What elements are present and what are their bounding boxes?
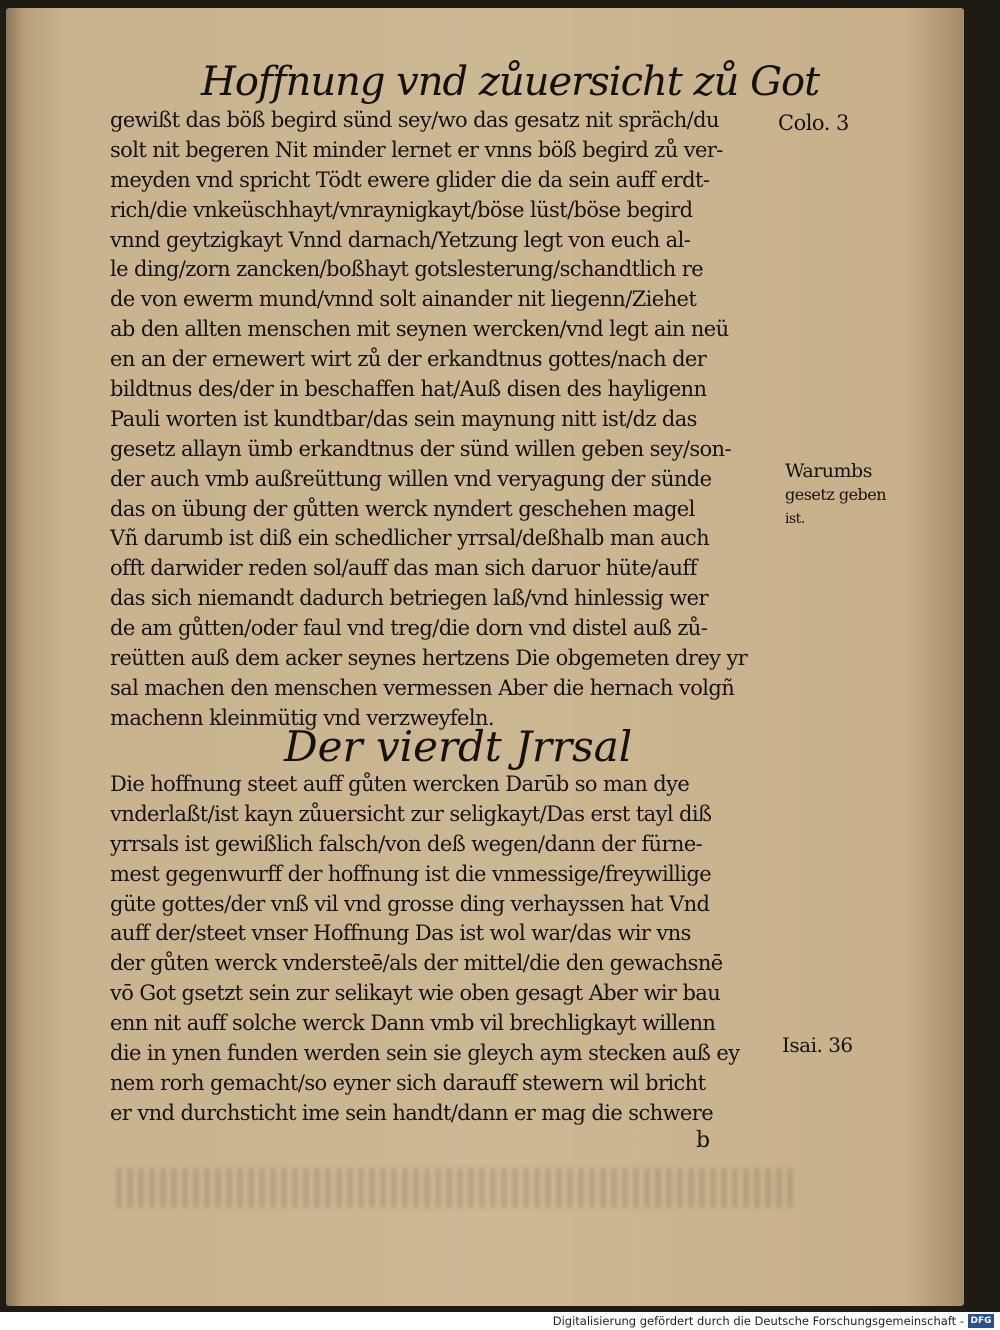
text-line: ab den allten menschen mit seynen wercken/vnd legt ain neü [110, 317, 729, 342]
text-line: gewißt das böß begird sünd sey/wo das gesatz nit spräch/du [110, 108, 719, 132]
dfg-logo-icon: DFG [968, 1314, 994, 1328]
text-line: de am gůtten/oder faul vnd treg/die dorn vnd distel auß zů- [110, 616, 708, 641]
text-line: das sich niemandt dadurch betriegen laß/vnd hinlessig wer [110, 586, 708, 611]
text-line: auff der/steet vnser Hoffnung Das ist wol war/das wir vns [110, 921, 691, 946]
text-line: nem rorh gemacht/so eyner sich darauff stewern wil bricht [110, 1070, 706, 1095]
paper-page [6, 8, 964, 1306]
text-line: güte gottes/der vnß vil vnd grosse ding verhayssen hat Vnd [110, 891, 710, 916]
show-through-bleed [116, 1168, 796, 1208]
text-line: le ding/zorn zancken/boßhayt gotslesterung/schandtlich re [110, 257, 704, 282]
text-line: enn nit auff solche werck Dann vmb vil brechligkayt willenn [110, 1011, 716, 1036]
text-line: machenn kleinmütig vnd verzweyfeln. [110, 705, 494, 730]
text-line: der gůten werck vndersteē/als der mittel/die den gewachsnē [110, 951, 723, 976]
margin-note-isai: Isai. 36 [782, 1033, 853, 1057]
text-line: das on übung der gůtten werck nyndert geschehen magel [110, 496, 695, 521]
text-line: offt darwider reden sol/auff das man sich daruor hüte/auff [110, 556, 697, 581]
text-line: Pauli worten ist kundtbar/das sein maynung nitt ist/dz das [110, 406, 697, 431]
text-line: der auch vmb außreüttung willen vnd veryagung der sünde [110, 466, 712, 491]
text-line: er vnd durchsticht ime sein handt/dann er mag die schwere [110, 1100, 714, 1125]
margin-note-colo: Colo. 3 [778, 111, 849, 135]
text-block-1 [110, 106, 800, 734]
text-line: vnderlaßt/ist kayn zůuersicht zur seligkayt/Das erst tayl diß [110, 801, 712, 826]
text-line: meyden vnd spricht Tödt ewere glider die da sein auff erdt- [110, 167, 710, 192]
text-line: solt nit begeren Nit minder lernet er vnns böß begird zů ver- [110, 137, 723, 162]
text-line: vō Got gsetzt sein zur selikayt wie oben gesagt Aber wir bau [110, 981, 721, 1006]
margin-note-warumb-line3: ist. [785, 511, 805, 527]
text-line: de von ewerm mund/vnnd solt ainander nit liegenn/Ziehet [110, 287, 697, 312]
text-block-2 [110, 770, 800, 1129]
text-line: mest gegenwurff der hoffnung ist die vnmessige/freywillige [110, 861, 712, 886]
text-line: gesetz allayn ümb erkandtnus der sünd willen geben sey/son- [110, 436, 731, 461]
text-line: yrrsals ist gewißlich falsch/von deß wegen/dann der fürne- [110, 831, 703, 856]
text-line: die in ynen funden werden sein sie gleych aym stecken auß ey [110, 1041, 740, 1066]
text-line: Die hoffnung steet auff gůten wercken Darūb so man dye [110, 772, 690, 796]
text-line: sal machen den menschen vermessen Aber die hernach volgñ [110, 675, 735, 700]
text-line: en an der ernewert wirt zů der erkandtnus gottes/nach der [110, 347, 707, 372]
text-line: rich/die vnkeüschhayt/vnraynigkayt/böse lüst/böse begird [110, 197, 693, 222]
footer-credit-text: Digitalisierung gefördert durch die Deutsche Forschungsgemeinschaft - [552, 1314, 964, 1328]
text-line: vnnd geytzigkayt Vnnd darnach/Yetzung legt von euch al- [110, 227, 691, 252]
running-head: Hoffnung vnd zůuersicht zů Got [201, 59, 820, 105]
margin-note-warumb-line1: Warumbs [785, 460, 872, 482]
section-heading: Der vierdt Jrrsal [284, 722, 633, 771]
text-line: bildtnus des/der in beschaffen hat/Auß disen des hayligenn [110, 377, 707, 402]
margin-note-warumb-line2: gesetz geben [785, 485, 887, 504]
text-line: reütten auß dem acker seynes hertzens Die obgemeten drey yr [110, 646, 748, 671]
text-line: Vñ darumb ist diß ein schedlicher yrrsal/deßhalb man auch [110, 526, 710, 551]
signature-mark: b [696, 1128, 711, 1153]
